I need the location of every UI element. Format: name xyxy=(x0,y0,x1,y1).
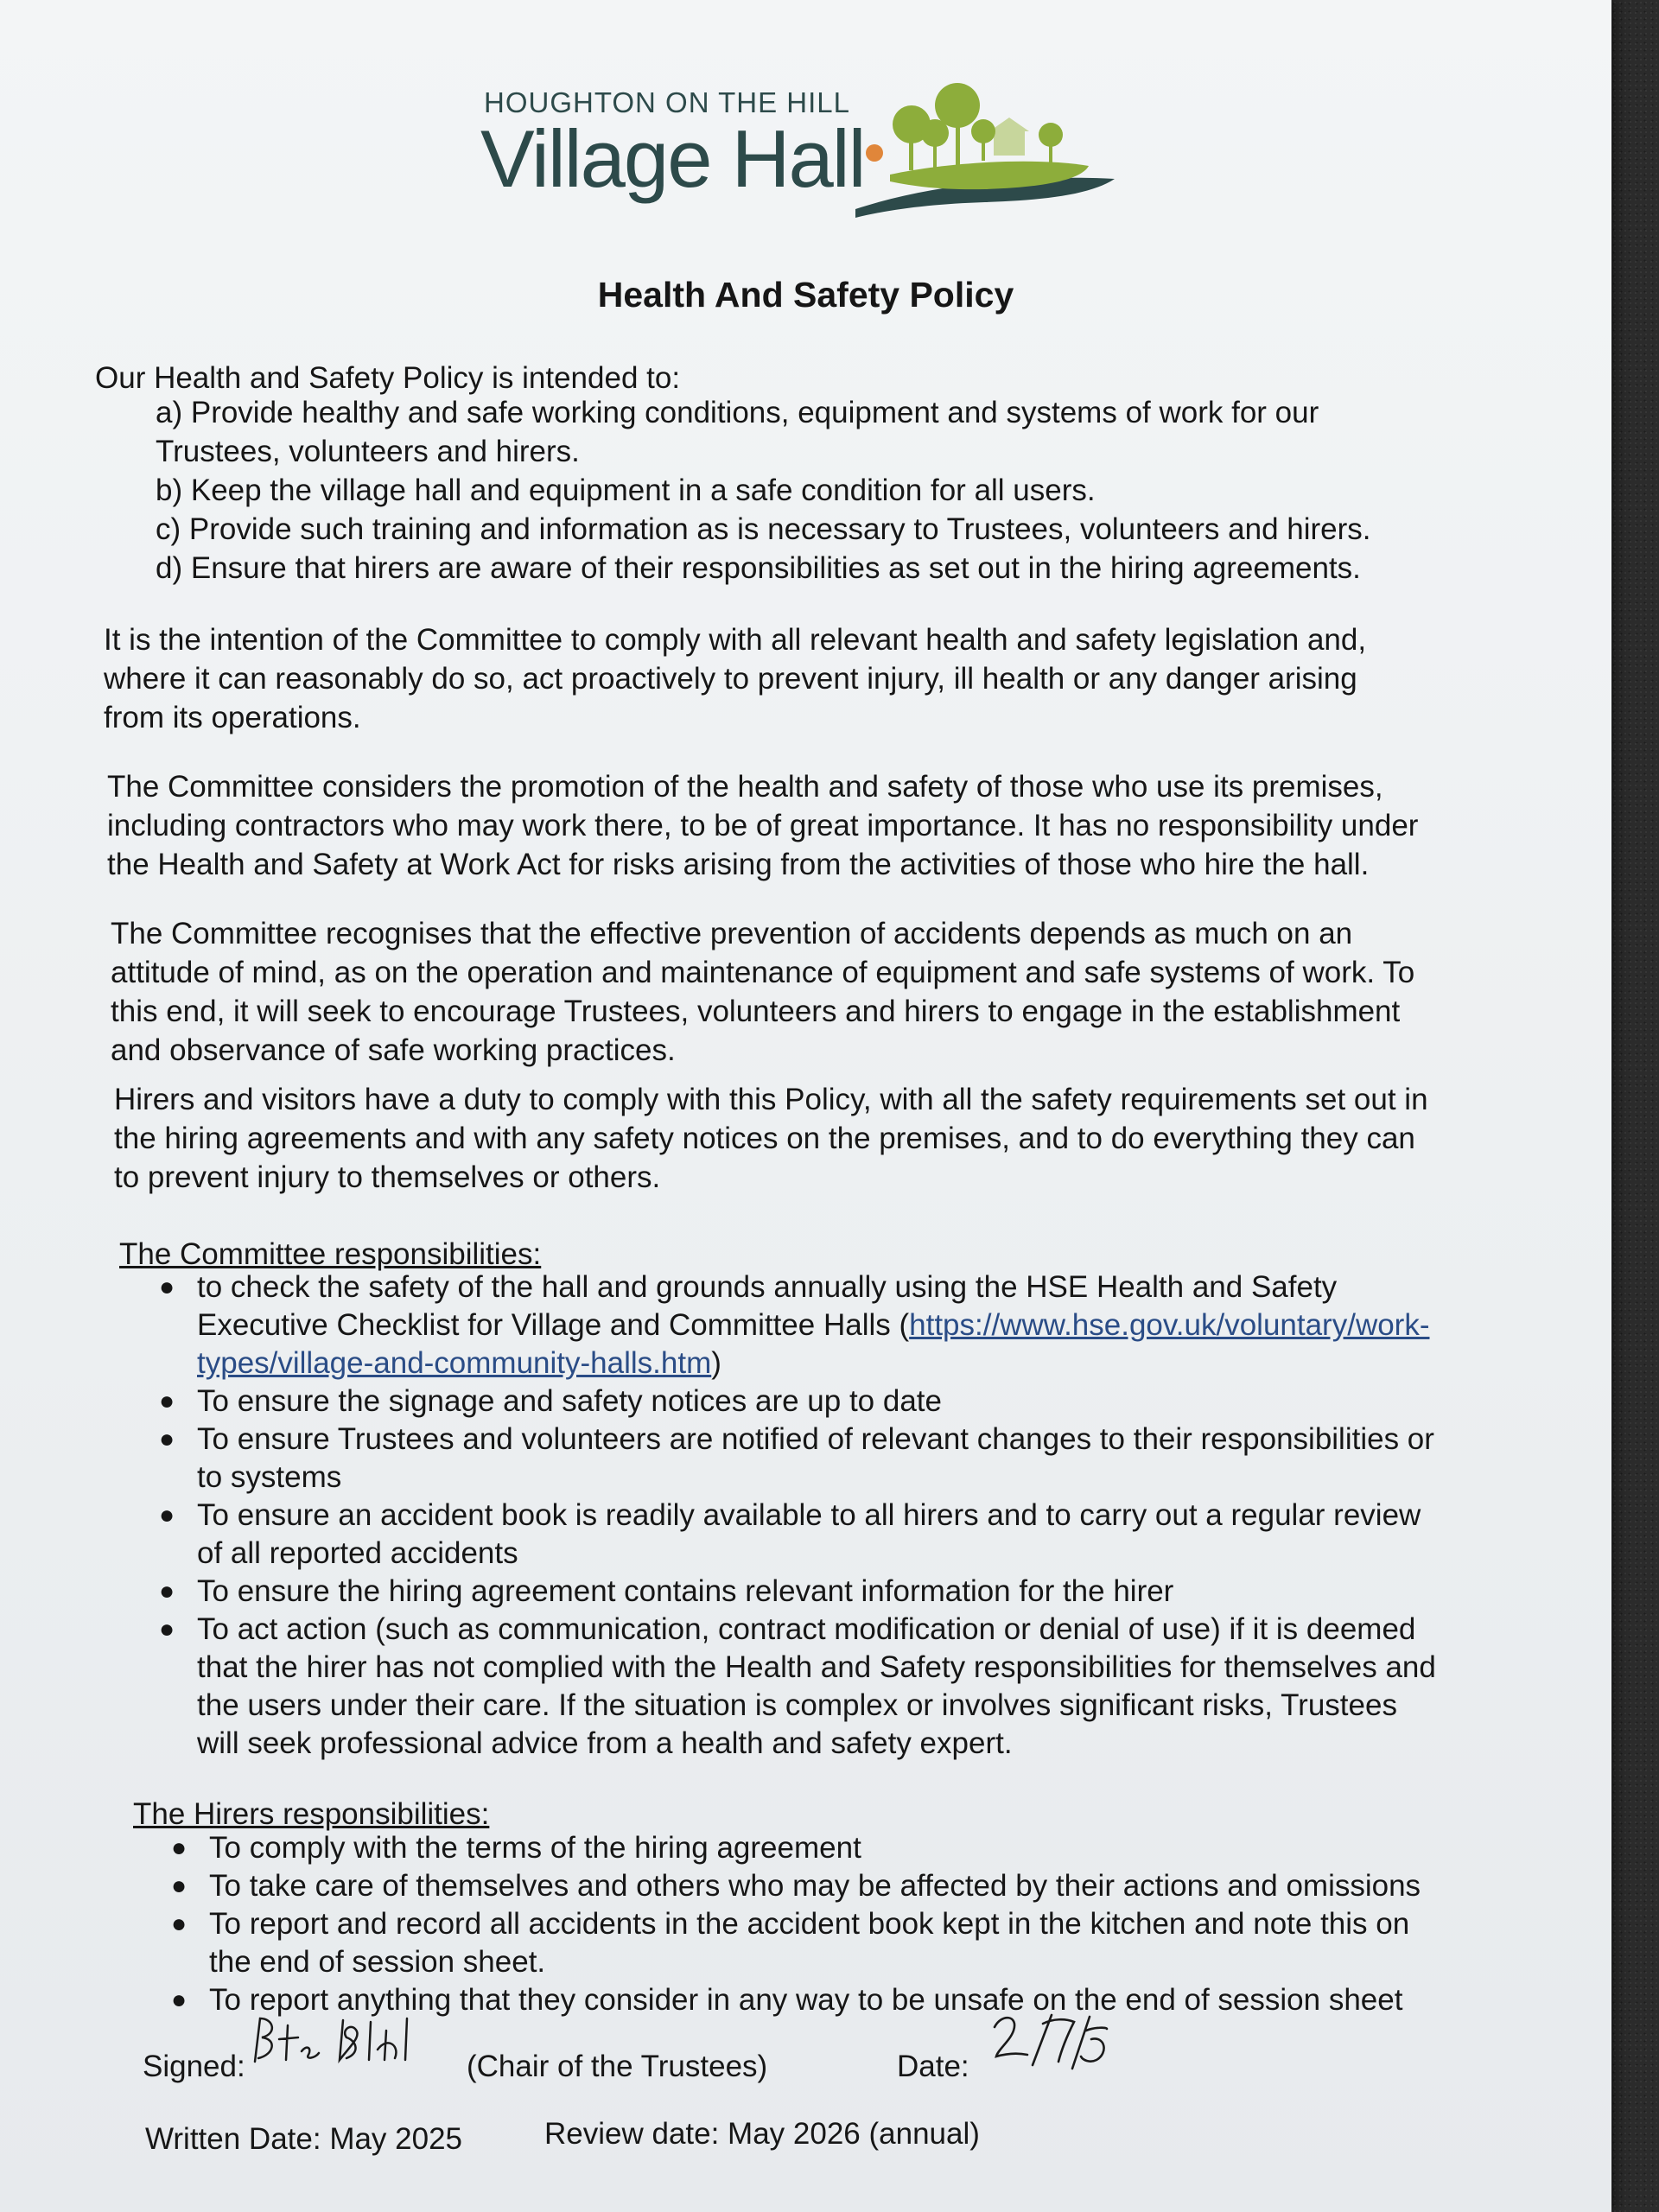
intro-lead: Our Health and Safety Policy is intended to: xyxy=(95,361,681,395)
page-title: Health And Safety Policy xyxy=(597,275,1014,315)
list-item-line: the users under their care. If the situation is complex or involves significant risks, Trustees xyxy=(197,1688,1397,1722)
paragraph-compliance xyxy=(104,620,1366,737)
paragraph-line: the hiring agreements and with any safety notices on the premises, and to do everything they can xyxy=(114,1122,1415,1155)
list-item-line: of all reported accidents xyxy=(197,1536,518,1570)
paragraph-line: and observance of safe working practices. xyxy=(111,1033,676,1067)
list-item-line xyxy=(197,1306,1436,1344)
committee-heading: The Committee responsibilities: xyxy=(119,1237,542,1271)
signed-label: Signed: xyxy=(143,2050,245,2083)
hirers-list xyxy=(171,1829,1421,2019)
list-item-line: to systems xyxy=(197,1460,342,1494)
handwritten-date-icon xyxy=(989,2005,1110,2074)
paragraph-promotion xyxy=(107,767,1418,884)
list-item: ● To report and record all accidents in the accident book kept in the kitchen and note this on the end of session sheet. xyxy=(209,1905,1421,1981)
intro-item-d: d) Ensure that hirers are aware of their responsibilities as set out in the hiring agreements. xyxy=(156,551,1361,585)
paragraph-line: Hirers and visitors have a duty to comply with this Policy, with all the safety requirements set out in xyxy=(114,1083,1428,1116)
review-date: Review date: May 2026 (annual) xyxy=(544,2117,980,2151)
list-item-line: that the hirer has not complied with the Health and Safety responsibilities for themselves and xyxy=(197,1650,1436,1684)
hse-checklist-link-continued[interactable]: types/village-and-community-halls.htm xyxy=(197,1346,712,1380)
signature-row xyxy=(143,2050,969,2084)
list-item: ● To report anything that they consider in any way to be unsafe on the end of session sheet xyxy=(209,1981,1421,2019)
intro-item-a-line2: Trustees, volunteers and hirers. xyxy=(156,435,580,468)
paragraph-line: the Health and Safety at Work Act for risks arising from the activities of those who hire the hall. xyxy=(107,848,1370,881)
paragraph-line: where it can reasonably do so, act proactively to prevent injury, ill health or any danger arising xyxy=(104,662,1357,696)
list-item-line: To ensure an accident book is readily available to all hirers and to carry out a regular review xyxy=(197,1498,1421,1532)
list-item-line xyxy=(197,1344,1436,1382)
list-item: ● To ensure the hiring agreement contains relevant information for the hirer xyxy=(197,1573,1436,1611)
handwritten-signature-icon xyxy=(248,2010,421,2070)
list-item-line: To ensure the signage and safety notices are up to date xyxy=(197,1384,942,1418)
list-item-line: To ensure the hiring agreement contains relevant information for the hirer xyxy=(197,1574,1174,1608)
list-item-text: ) xyxy=(711,1346,721,1380)
paragraph-line: The Committee considers the promotion of the health and safety of those who use its premises, xyxy=(107,770,1383,804)
logo-village-name: HOUGHTON ON THE HILL xyxy=(484,86,851,118)
list-item: ● To take care of themselves and others who may be affected by their actions and omissions xyxy=(209,1867,1421,1905)
list-item-line: the end of session sheet. xyxy=(209,1945,546,1979)
list-item-line: To report and record all accidents in the accident book kept in the kitchen and note this on xyxy=(209,1907,1410,1941)
paragraph-hirers-duty xyxy=(114,1080,1428,1197)
paragraph-line: attitude of mind, as on the operation and maintenance of equipment and safe systems of work. To xyxy=(111,956,1415,989)
paragraph-line: including contractors who may work there, to be of great importance. It has no responsibility under xyxy=(107,809,1419,842)
intro-item-c: c) Provide such training and information as is necessary to Trustees, volunteers and hirers. xyxy=(156,512,1371,546)
hirers-heading: The Hirers responsibilities: xyxy=(133,1797,490,1831)
hse-checklist-link[interactable]: https://www.hse.gov.uk/voluntary/work- xyxy=(909,1308,1430,1342)
written-date: Written Date: May 2025 xyxy=(145,2122,463,2156)
paragraph-line: this end, it will seek to encourage Trustees, volunteers and hirers to engage in the establishment xyxy=(111,995,1401,1028)
logo-hall-name: Village Hall xyxy=(480,113,865,204)
paragraph-line: to prevent injury to themselves or others. xyxy=(114,1160,661,1194)
list-item-line: To act action (such as communication, contract modification or denial of use) if it is deemed xyxy=(197,1612,1416,1646)
paragraph-line: from its operations. xyxy=(104,701,361,734)
intro-list xyxy=(156,393,1371,588)
list-item: ● To comply with the terms of the hiring agreement xyxy=(209,1829,1421,1867)
list-item-line: To comply with the terms of the hiring agreement xyxy=(209,1831,861,1865)
list-item-line: to check the safety of the hall and grounds annually using the HSE Health and Safety xyxy=(197,1270,1338,1304)
intro-item-b: b) Keep the village hall and equipment in a safe condition for all users. xyxy=(156,474,1096,507)
list-item: ● To ensure the signage and safety notices are up to date xyxy=(197,1382,1436,1421)
list-item-line: will seek professional advice from a health and safety expert. xyxy=(197,1726,1013,1760)
list-item-text: Executive Checklist for Village and Committee Halls ( xyxy=(197,1308,910,1342)
trees-hill-logo-icon xyxy=(830,79,1123,226)
list-item: ● To ensure an accident book is readily available to all hirers and to carry out a regular review of all reported accidents xyxy=(197,1497,1436,1573)
list-item: ● To act action (such as communication, contract modification or denial of use) if it is deemed that the hirer has not complied with the Health and Safety responsibilities for themselves and the users under their care. If the situation is complex or involves significant risks, Trustees will seek professional advice from a health and safety expert. xyxy=(197,1611,1436,1763)
list-item: ● to check the safety of the hall and grounds annually using the HSE Health and Safety Executive Checklist for Village and Committee Halls (https://www.hse.gov.uk/voluntary/work- types/village-and-community-halls.htm) xyxy=(197,1268,1436,1382)
committee-list xyxy=(159,1268,1436,1763)
intro-item-a-line1: a) Provide healthy and safe working conditions, equipment and systems of work for our xyxy=(156,396,1319,429)
date-label: Date: xyxy=(897,2050,969,2083)
paragraph-prevention xyxy=(111,914,1414,1070)
list-item-line: To ensure Trustees and volunteers are notified of relevant changes to their responsibilities or xyxy=(197,1422,1434,1456)
list-item: ● To ensure Trustees and volunteers are notified of relevant changes to their responsibilities or to systems xyxy=(197,1421,1436,1497)
signer-role: (Chair of the Trustees) xyxy=(467,2050,768,2083)
paragraph-line: The Committee recognises that the effective prevention of accidents depends as much on an xyxy=(111,917,1353,950)
list-item-line: To take care of themselves and others who may be affected by their actions and omissions xyxy=(209,1869,1421,1903)
list-item-line: To report anything that they consider in any way to be unsafe on the end of session sheet xyxy=(209,1983,1403,2017)
village-hall-logo xyxy=(480,79,1106,226)
paragraph-line: It is the intention of the Committee to comply with all relevant health and safety legislation and, xyxy=(104,623,1367,657)
